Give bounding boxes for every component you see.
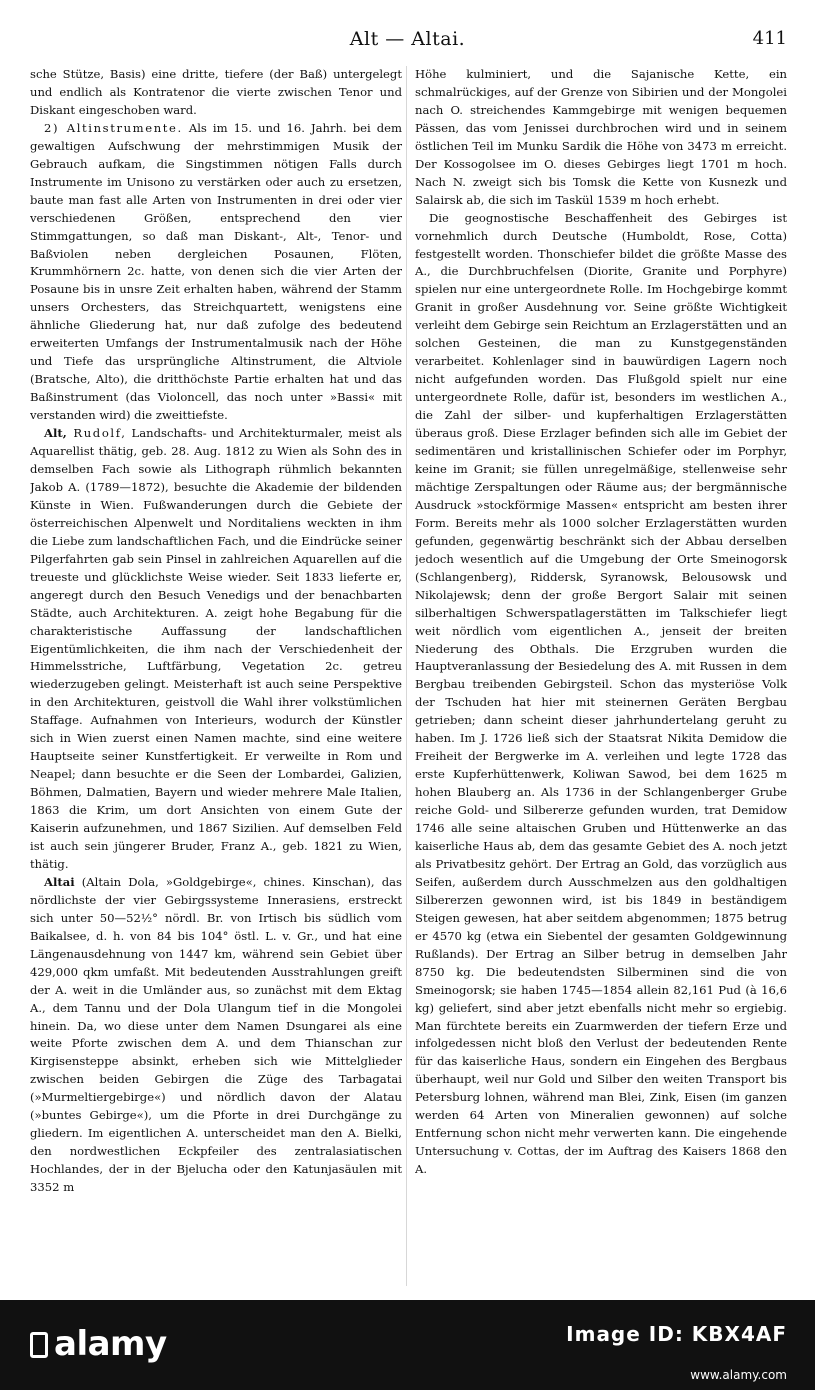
image-id-label: Image ID: KBX4AF [566, 1322, 787, 1346]
entry-text: Landschafts- und Architekturmaler, meist als Aquarellist thätig, geb. 28. Aug. 1812 zu Wien als Sohn des in demselben Fach sowie als Lithograph rühmlich bekannten Jakob A. (1789—1872), besuchte die Akademie der bildenden Künste in Wien. Fußwanderungen durch die Gebiete der österreichischen Alpenwelt und Norditaliens weckten in ihm die Liebe zum landschaftlichen Fach, und die Eindrücke seiner Pilgerfahrten gab sein Pinsel in zahlreichen Aquarellen auf die treueste und glücklichste Weise wieder. Seit 1833 lieferte er, angeregt durch den Besuch Venedigs und der benachbarten Städte, auch Architekturen. A. zeigt hohe Begabung für die charakteristische Auffassung der landschaftlichen Eigentümlichkeiten, die ihm nach der Verschiedenheit der Himmelsstriche, Luftfärbung, Vegetation 2c. getreu wiederzugeben gelingt. Meisterhaft ist auch seine Perspektive in den Architekturen, geistvoll die Wahl ihrer volkstümlichen Staffage. Aufnahmen von Interieurs, wodurch der Künstler sich in Wien zuerst einen Namen machte, sind eine weitere Hauptseite seiner Kunstfertigkeit. Er verweilte in Rom und Neapel; dann besuchte er die Seen der Lombardei, Galizien, Böhmen, Dalmatien, Bayern und wieder mehrere Male Italien, 1863 die Krim, um dort Ansichten von einem Gute der Kaiserin aufzunehmen, und 1867 Sizilien. Auf demselben Feld ist auch sein jüngerer Bruder, Franz A., geb. 1821 zu Wien, thätig. [30, 426, 402, 871]
paragraph-continuation [30, 66, 402, 120]
entry-name: Rudolf, [66, 426, 127, 441]
running-title: Alt — Altai. [349, 28, 466, 50]
entry-headword: Alt, [44, 426, 67, 441]
entry-altai [30, 874, 402, 1197]
brand-name: alamy [54, 1324, 167, 1364]
paragraph-text: Als im 15. und 16. Jahrh. bei dem gewaltigen Aufschwung der mehrstimmigen Musik der Gebrauch aufkam, die Singstimmen nötigen Falls durch Instrumente im Unisono zu verstärken oder auch zu ersetzen, baute man fast alle Arten von Instrumenten in drei oder vier verschiedenen Größen, entsprechend den vier Stimmgattungen, so daß man Diskant-, Alt-, Tenor- und Baßviolen neben dergleichen Posaunen, Flöten, Krummhörnern 2c. hatte, von denen sich die vier Arten der Posaune bis in unsre Zeit erhalten haben, während der Stamm unsers Orchesters, das Streichquartett, wenigstens eine ähnliche Gliederung hat, nur daß zufolge des bedeutend erweiterten Umfangs der Instrumentalmusik nach der Höhe und Tiefe das ursprüngliche Altinstrument, die Altviole (Bratsche, Alto), die dritthöchste Partie erhalten hat und das Baßinstrument (das Violoncell, das noch unter »Bassi« mit verstanden wird) die zweittiefste. [30, 120, 402, 423]
watermark-banner [0, 1300, 815, 1390]
section-label: 2) Altinstrumente. [44, 120, 183, 135]
entry-alt-rudolf [30, 425, 402, 874]
page-number: 411 [752, 28, 787, 49]
entry-text: (Altain Dola, »Goldgebirge«, chines. Kinschan), das nördlichste der vier Gebirgssysteme Innerasiens, erstreckt sich unter 50—52½° nördl. Br. von Irtisch bis südlich vom Baikalsee, d. h. von 84 bis 104° östl. L. v. Gr., und hat eine Längenausdehnung von 1447 km, während sein Gebiet über 429,000 qkm umfaßt. Mit bedeutenden Ausstrahlungen greift der A. weit in die Umländer aus, so zunächst mit dem Ektag A., dem Tannu und der Dola Ulangum tief in die Mongolei hinein. Da, wo diese unter dem Namen Dsungarei als eine weite Pforte zwischen dem A. und dem Thianschan zur Kirgisensteppe absinkt, erheben sich wie Mittelglieder zwischen beiden Gebirgen die Züge des Tarbagatai (»Murmeltiergebirge«) und nördlich davon der Alatau (»buntes Gebirge«), um die Pforte in drei Durchgänge zu gliedern. Im eigentlichen A. unterscheidet man den A. Bielki, den nordwestlichen Eckpfeiler des zentralasiatischen Hochlandes, der in der Bjelucha oder den Katunjasäulen mit 3352 m [30, 874, 402, 1195]
entry-headword: Altai [44, 874, 75, 889]
paragraph-text: Höhe kulminiert, und die Sajanische Kette, ein schmalrückiges, auf der Grenze von Sibirien und der Mongolei nach O. streichendes Kammgebirge mit wenigen bequemen Pässen, das vom Jenissei durchbrochen wird und in seinem östlichen Teil im Munku Sardik die Höhe von 3473 m erreicht. Der Kossogolsee im O. dieses Gebirges liegt 1701 m hoch. Nach N. zweigt sich bis Tomsk die Kette von Kusnezk und Salairsk ab, die sich im Taskül 1539 m hoch erhebt. [415, 67, 787, 207]
paragraph-text: Die geognostische Beschaffenheit des Gebirges ist vornehmlich durch Deutsche (Humboldt, Rose, Cotta) festgestellt worden. Thonschiefer bildet die größte Masse des A., die Durchbruchfelsen (Diorite, Granite und Porphyre) spielen nur eine untergeordnete Rolle. Im Hochgebirge kommt Granit in großer Ausdehnung vor. Seine größte Wichtigkeit verleiht dem Gebirge sein Reichtum an Erzlagerstätten und an solchen Gesteinen, die man zu Kunstgegenständen verarbeitet. Kohlenlager sind in bauwürdigen Lagern noch nicht aufgefunden worden. Das Flußgold spielt nur eine untergeordnete Rolle, dafür ist, besonders im westlichen A., die Zahl der silber- und kupferhaltigen Erzlagerstätten überaus groß. Diese Erzlager befinden sich alle im Gebiet der sedimentären und kristallinischen Schiefer oder im Porphyr, keine im Granit; sie füllen unregelmäßige, stellenweise sehr mächtige Zerspaltungen oder Räume aus; der bergmännische Ausdruck »stockförmige Massen« entspricht am besten ihrer Form. Bereits mehr als 1000 solcher Erzlagerstätten wurden gefunden, gegenwärtig beschränkt sich der Abbau derselben jedoch wesentlich auf die Umgebung der Orte Smeinogorsk (Schlangenberg), Riddersk, Syranowsk, Belousowsk und Nikolajewsk; denn der große Bergort Salair mit seinen silberhaltigen Schwerspatlagerstätten im Talkschiefer liegt weit nördlich vom eigentlichen A., jenseit der breiten Niederung des Obthals. Die Erzgruben wurden die Hauptveranlassung der Besiedelung des A. mit Russen in dem Bergbau treibenden Gebirgsteil. Schon das mysteriöse Volk der Tschuden hat hier mit steinernen Geräten Bergbau getrieben; dann scheint dieser jahrhundertelang geruht zu haben. Im J. 1726 ließ sich der Staatsrat Nikita Demidow die Freiheit der Bergwerke im A. verleihen und legte 1728 das erste Kupferhüttenwerk, Koliwan Sawod, bei dem 1625 m hohen Blauberg an. Als 1736 in der Schlangenberger Grube reiche Gold- und Silbererze gefunden wurden, trat Demidow 1746 alle seine altaischen Gruben und Hüttenwerke an das kaiserliche Haus ab, dem das gesamte Gebiet des A. noch jetzt als Privatbesitz gehört. Der Ertrag an Gold, das vorzüglich aus Seifen, außerdem durch Ausschmelzen aus den goldhaltigen Silbererzen gewonnen wird, ist bis 1849 in beständigem Steigen gewesen, hat aber seitdem abgenommen; 1875 betrug er 4570 kg (etwa ein Siebentel der gesamten Goldgewinnung Rußlands). Der Ertrag an Silber betrug in demselben Jahr 8750 kg. Die bedeutendsten Silberminen sind die von Smeinogorsk; sie haben 1745—1854 allein 82,161 Pud (à 16,6 kg) geliefert, sind aber jetzt ebenfalls nicht mehr so ergiebig. Man fürchtete bereits ein Zuarmwerden der tiefern Erze und infolgedessen nicht bloß den Verlust der bedeutenden Rente für das kaiserliche Haus, sondern ein Eingehen des Bergbaus überhaupt, weil nur Gold und Silber den weiten Transport bis Petersburg lohnen, während man Blei, Zink, Eisen (im ganzen werden 64 Arten von Mineralien gewonnen) auf solche Entfernung schon nicht mehr verwerten kann. Die eingehende Untersuchung v. Cottas, der im Auftrag des Kaisers 1868 den A. [415, 210, 787, 1177]
right-column [415, 66, 787, 1288]
left-column [30, 66, 402, 1288]
paragraph-geognostic [415, 210, 787, 1179]
page-header [28, 28, 787, 58]
logo-icon [30, 1332, 48, 1358]
image-id [566, 1322, 787, 1346]
paragraph-continuation [415, 66, 787, 210]
paragraph-altinstrumente [30, 120, 402, 425]
column-divider [406, 66, 407, 1286]
brand-logo [30, 1324, 167, 1364]
site-url: www.alamy.com [690, 1368, 787, 1382]
paragraph-text: sche Stütze, Basis) eine dritte, tiefere (der Baß) untergelegt und endlich als Kontratenor die vierte zwischen Tenor und Diskant eingeschoben ward. [30, 67, 402, 117]
